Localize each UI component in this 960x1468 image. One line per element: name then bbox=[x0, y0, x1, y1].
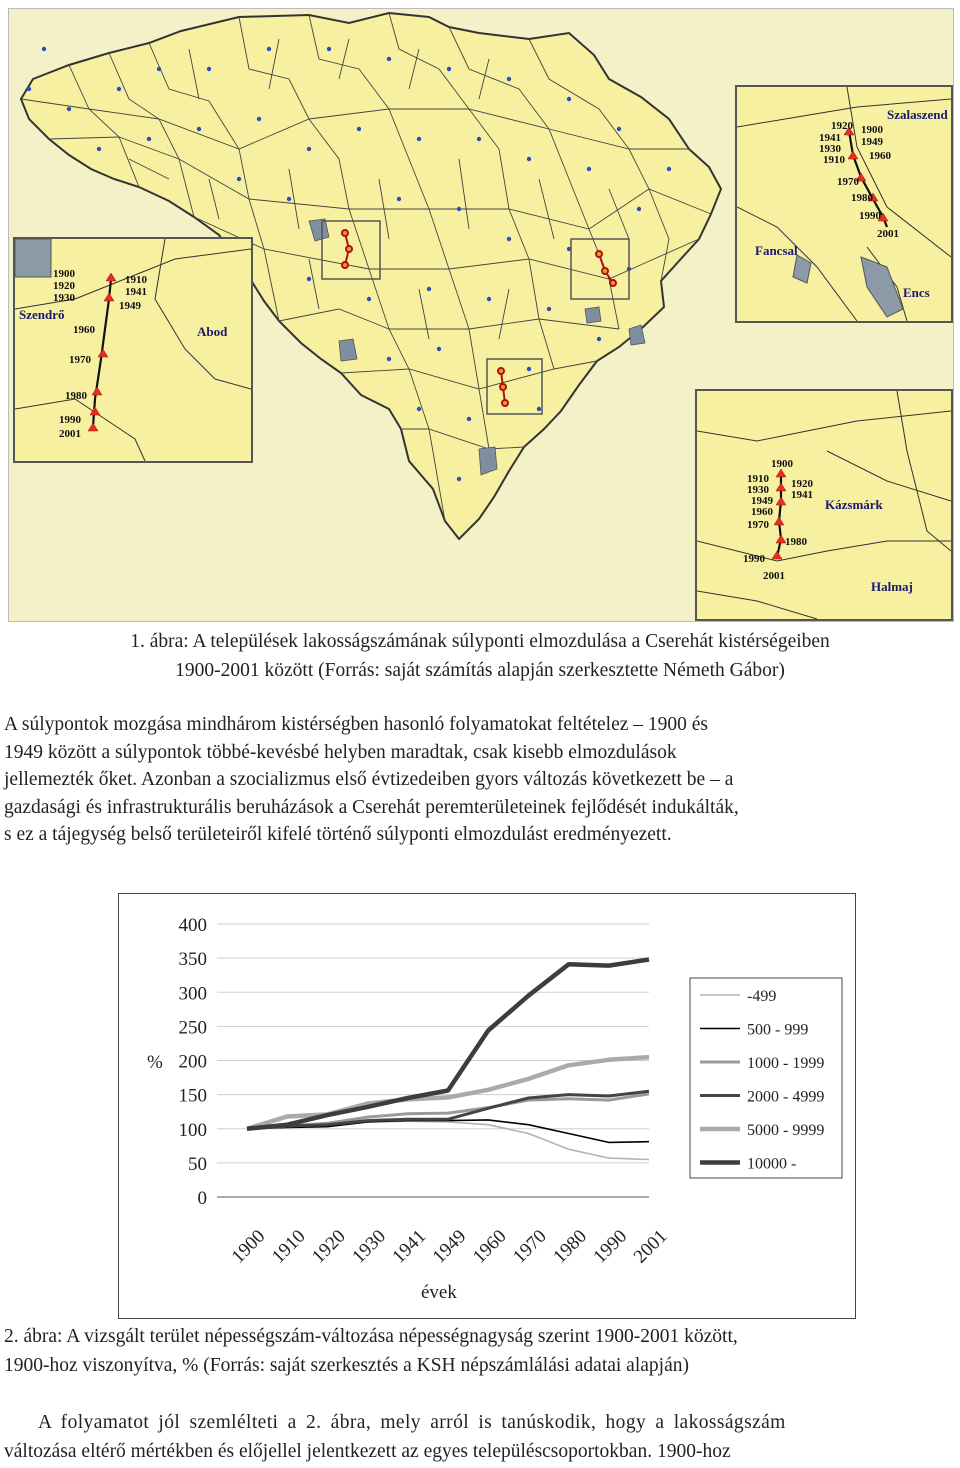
year-label: 1941 bbox=[125, 286, 147, 298]
year-label: 1960 bbox=[869, 150, 891, 162]
caption-line: 1. ábra: A települések lakosságszámának súlyponti elmozdulása a Cserehát kistérségeiben bbox=[130, 631, 830, 652]
year-label: 1949 bbox=[751, 495, 773, 507]
caption-line: 1900-2001 között (Forrás: saját számítás alapján szerkesztette Németh Gábor) bbox=[175, 660, 785, 681]
y-tick-label: 200 bbox=[178, 1051, 207, 1073]
place-label: Fancsal bbox=[755, 243, 798, 258]
place-label: Szalaszend bbox=[887, 107, 948, 122]
place-label: Szendrő bbox=[19, 307, 65, 322]
series-lines bbox=[247, 960, 649, 1160]
body-paragraph-1 bbox=[4, 711, 954, 849]
figure2-caption bbox=[4, 1322, 954, 1380]
x-tick-label: 1949 bbox=[428, 1225, 471, 1268]
legend-label: 1000 - 1999 bbox=[747, 1055, 825, 1072]
y-tick-label: 100 bbox=[178, 1119, 207, 1141]
figure1-caption bbox=[0, 627, 960, 685]
year-label: 1920 bbox=[831, 120, 853, 132]
year-label: 1920 bbox=[791, 478, 813, 490]
map-figure bbox=[8, 8, 954, 622]
x-tick-label: 1970 bbox=[509, 1225, 551, 1268]
year-label: 1980 bbox=[785, 536, 807, 548]
year-label: 1900 bbox=[861, 124, 883, 136]
y-tick-label: 0 bbox=[197, 1188, 207, 1209]
text-line: A folyamatot jól szemlélteti a 2. ábra, mely arról is tanúskodik, hogy a lakosságszám bbox=[38, 1412, 786, 1433]
inset-left bbox=[13, 237, 253, 463]
year-label: 1970 bbox=[837, 176, 859, 188]
y-tick-label: 250 bbox=[178, 1017, 207, 1039]
x-tick-label: 1910 bbox=[267, 1225, 310, 1268]
year-label: 1970 bbox=[69, 354, 91, 366]
text-line: 1949 között a súlypontok többé-kevésbé helyben maradtak, csak kisebb elmozdulások bbox=[4, 741, 677, 763]
year-label: 1949 bbox=[119, 300, 141, 312]
x-tick-label: 1990 bbox=[589, 1225, 632, 1268]
place-label: Abod bbox=[197, 324, 228, 339]
year-label: 1910 bbox=[823, 154, 845, 166]
text-line: s ez a tájegység belső területeiről kifelé történő súlyponti elmozdulást eredményezett. bbox=[4, 824, 672, 845]
year-label: 1980 bbox=[65, 390, 87, 402]
year-label: 1980 bbox=[851, 192, 873, 204]
body-paragraph-2 bbox=[4, 1408, 954, 1466]
x-tick-label: 1920 bbox=[308, 1225, 350, 1268]
x-tick-label: 1980 bbox=[549, 1225, 592, 1268]
legend-label: -499 bbox=[747, 988, 777, 1005]
inset-top-right bbox=[735, 85, 953, 323]
x-tick-label: 1960 bbox=[468, 1225, 511, 1268]
population-change-chart bbox=[118, 893, 856, 1319]
y-tick-label: 150 bbox=[178, 1085, 207, 1107]
legend bbox=[690, 978, 842, 1178]
text-line: változása eltérő mértékben és előjellel jelentkezett az egyes településcsoportokban. 1900-hoz bbox=[4, 1441, 731, 1462]
x-tick-label: 1941 bbox=[388, 1225, 431, 1268]
text-line: gazdasági és infrastrukturális beruházások a Cserehát peremterületeinek fejlődését indukálták, bbox=[4, 796, 739, 818]
year-label: 1941 bbox=[791, 489, 813, 501]
town-area bbox=[793, 255, 811, 283]
legend-label: 5000 - 9999 bbox=[747, 1122, 825, 1139]
year-label: 1990 bbox=[859, 210, 881, 222]
centroid-markers bbox=[88, 273, 116, 431]
town-area bbox=[15, 239, 51, 277]
chart-canvas bbox=[119, 894, 855, 1318]
y-tick-label: 350 bbox=[178, 949, 207, 971]
legend-label: 500 - 999 bbox=[747, 1021, 809, 1039]
y-tick-label: 400 bbox=[178, 915, 207, 936]
x-tick-label: 2001 bbox=[629, 1225, 672, 1268]
y-tick-label: 300 bbox=[178, 983, 207, 1005]
y-tick-label: 50 bbox=[188, 1153, 207, 1175]
year-label: 1910 bbox=[747, 473, 769, 485]
series-line-5 bbox=[247, 960, 649, 1129]
x-axis-label: évek bbox=[421, 1282, 457, 1303]
year-label: 1990 bbox=[59, 414, 81, 426]
y-axis-label: % bbox=[147, 1052, 163, 1073]
year-label: 1930 bbox=[53, 292, 75, 304]
year-label: 1900 bbox=[771, 458, 793, 470]
text-line: jellemezték őket. Azonban a szocializmus első évtizedeiben gyors változás következett be – a bbox=[4, 769, 734, 790]
year-label: 1949 bbox=[861, 136, 883, 148]
place-label: Encs bbox=[903, 285, 930, 300]
legend-label: 10000 - bbox=[747, 1155, 797, 1173]
place-label: Kázsmárk bbox=[825, 497, 883, 512]
year-label: 1900 bbox=[53, 268, 75, 280]
year-label: 2001 bbox=[59, 428, 81, 440]
x-tick-label: 1900 bbox=[227, 1225, 270, 1268]
year-label: 1960 bbox=[73, 324, 95, 336]
year-label: 1970 bbox=[747, 519, 769, 531]
year-label: 1930 bbox=[747, 484, 769, 496]
legend-label: 2000 - 4999 bbox=[747, 1088, 825, 1106]
caption-line: 1900-hoz viszonyítva, % (Forrás: saját szerkesztés a KSH népszámlálási adatai alapján) bbox=[4, 1355, 689, 1376]
x-tick-label: 1930 bbox=[348, 1225, 391, 1268]
year-label: 1930 bbox=[819, 143, 841, 155]
legend-frame bbox=[690, 978, 842, 1178]
year-label: 2001 bbox=[763, 570, 785, 582]
year-label: 2001 bbox=[877, 228, 899, 240]
year-label: 1941 bbox=[819, 132, 841, 144]
y-axis-ticks bbox=[179, 915, 208, 1209]
year-label: 1910 bbox=[125, 274, 147, 286]
caption-line: 2. ábra: A vizsgált terület népességszám-változása népességnagyság szerint 1900-2001 között, bbox=[4, 1326, 738, 1347]
x-axis-ticks bbox=[228, 1226, 672, 1268]
place-label: Halmaj bbox=[871, 579, 913, 594]
year-label: 1920 bbox=[53, 280, 75, 292]
year-label: 1990 bbox=[743, 553, 765, 565]
year-label: 1960 bbox=[751, 506, 773, 518]
inset-bottom-right bbox=[695, 389, 953, 621]
text-line: A súlypontok mozgása mindhárom kistérségben hasonló folyamatokat feltételez – 1900 és bbox=[4, 714, 708, 735]
